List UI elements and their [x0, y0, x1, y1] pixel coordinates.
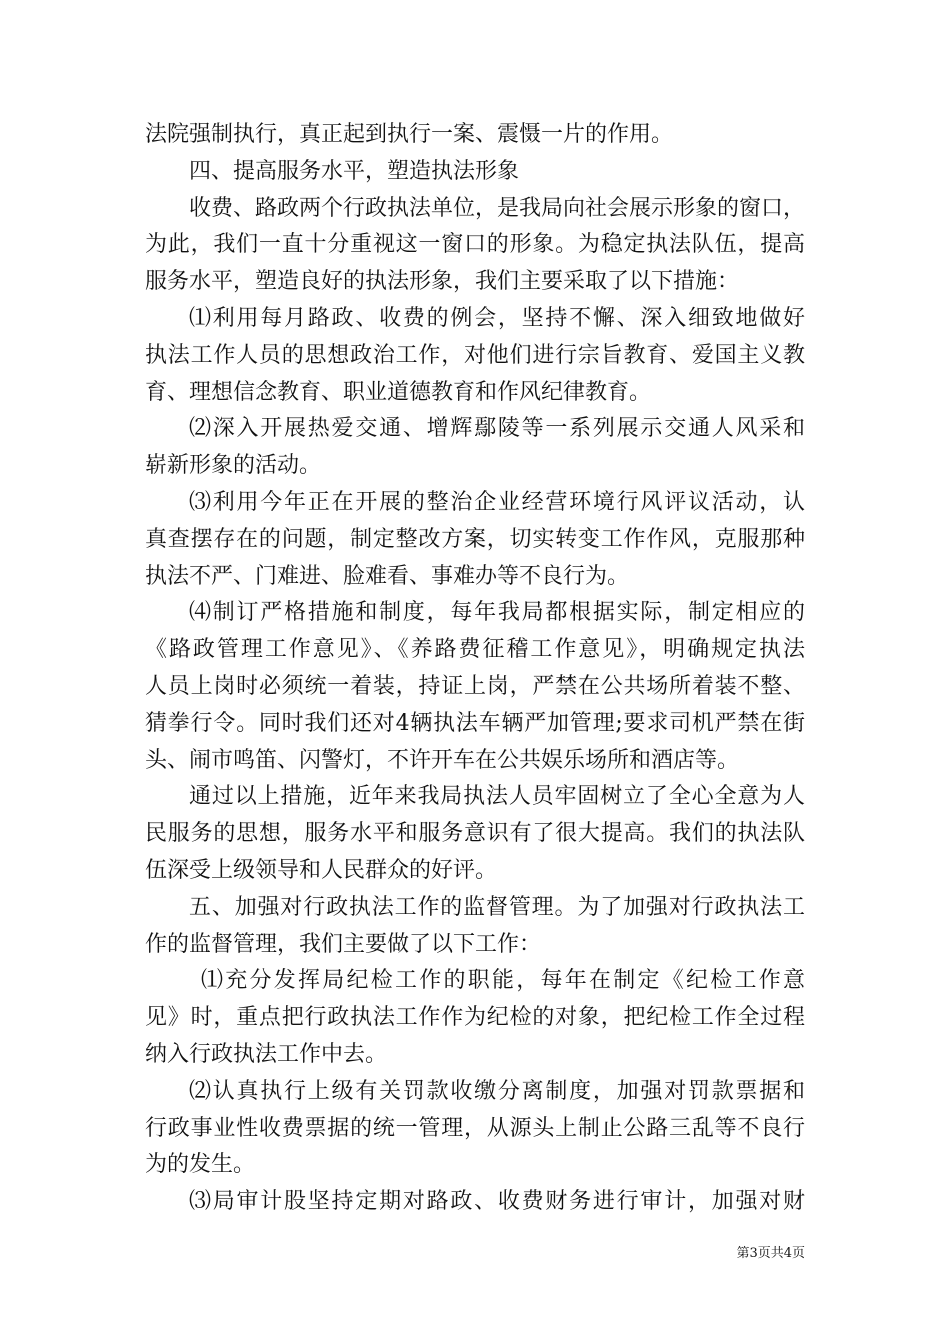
list-item-line: ⑷制订严格措施和制度，每年我局都根据实际，制定相应的 [189, 600, 805, 626]
paragraph-line: 作的监督管理，我们主要做了以下工作： [145, 931, 542, 957]
paragraph-line: 收费、路政两个行政执法单位，是我局向社会展示形象的窗口， [189, 195, 806, 221]
list-item-line: 执法工作人员的思想政治工作，对他们进行宗旨教育、爱国主义教 [145, 342, 805, 368]
list-item-line: 人员上岗时必须统一着装，持证上岗，严禁在公共场所着装不整、 [145, 673, 805, 699]
paragraph-line: 为此，我们一直十分重视这一窗口的形象。为稳定执法队伍，提高 [145, 232, 805, 258]
page-number-footer: 第3页共4页 [736, 1246, 805, 1261]
list-item-line: ⑶利用今年正在开展的整治企业经营环境行风评议活动，认 [189, 489, 805, 515]
document-body [145, 117, 805, 1221]
list-item-line: 执法不严、门难进、脸难看、事难办等不良行为。 [145, 563, 630, 589]
list-item-line: 头、闹市鸣笛、闪警灯，不许开车在公共娱乐场所和酒店等。 [145, 747, 740, 773]
section-heading: 四、提高服务水平，塑造执法形象 [189, 158, 520, 184]
paragraph-line: 伍深受上级领导和人民群众的好评。 [145, 857, 498, 883]
list-item-line: ⑵深入开展热爱交通、增辉鄢陵等一系列展示交通人风采和 [189, 416, 805, 442]
paragraph-line: 法院强制执行，真正起到执行一案、震慑一片的作用。 [145, 122, 674, 147]
paragraph-line: 通过以上措施，近年来我局执法人员牢固树立了全心全意为人 [189, 784, 805, 810]
list-item-line: ⑴充分发挥局纪检工作的职能，每年在制定《纪检工作意 [201, 968, 805, 994]
list-item-line: 真查摆存在的问题，制定整改方案，切实转变工作作风，克服那种 [145, 526, 805, 552]
list-item-line: ⑴利用每月路政、收费的例会，坚持不懈、深入细致地做好 [189, 305, 805, 331]
list-item-line: 为的发生。 [145, 1152, 256, 1178]
list-item-line: 育、理想信念教育、职业道德教育和作风纪律教育。 [145, 379, 652, 405]
list-item-line: 行政事业性收费票据的统一管理，从源头上制止公路三乱等不良行 [145, 1115, 805, 1141]
list-item-line: 见》时，重点把行政执法工作作为纪检的对象，把纪检工作全过程 [145, 1005, 805, 1031]
list-item-line: 猜拳行令。同时我们还对4辆执法车辆严加管理;要求司机严禁在街 [145, 710, 805, 736]
list-item-line: ⑶局审计股坚持定期对路政、收费财务进行审计，加强对财 [189, 1189, 805, 1215]
list-item-line: ⑵认真执行上级有关罚款收缴分离制度，加强对罚款票据和 [189, 1078, 805, 1104]
section-heading: 五、加强对行政执法工作的监督管理。为了加强对行政执法工 [189, 894, 805, 920]
list-item-line: 崭新形象的活动。 [145, 453, 322, 479]
paragraph-line: 民服务的思想，服务水平和服务意识有了很大提高。我们的执法队 [145, 821, 805, 847]
paragraph-line: 服务水平，塑造良好的执法形象，我们主要采取了以下措施： [145, 269, 740, 295]
list-item-line: 纳入行政执法工作中去。 [145, 1041, 388, 1067]
list-item-line: 《路政管理工作意见》、《养路费征稽工作意见》，明确规定执法 [145, 637, 805, 663]
